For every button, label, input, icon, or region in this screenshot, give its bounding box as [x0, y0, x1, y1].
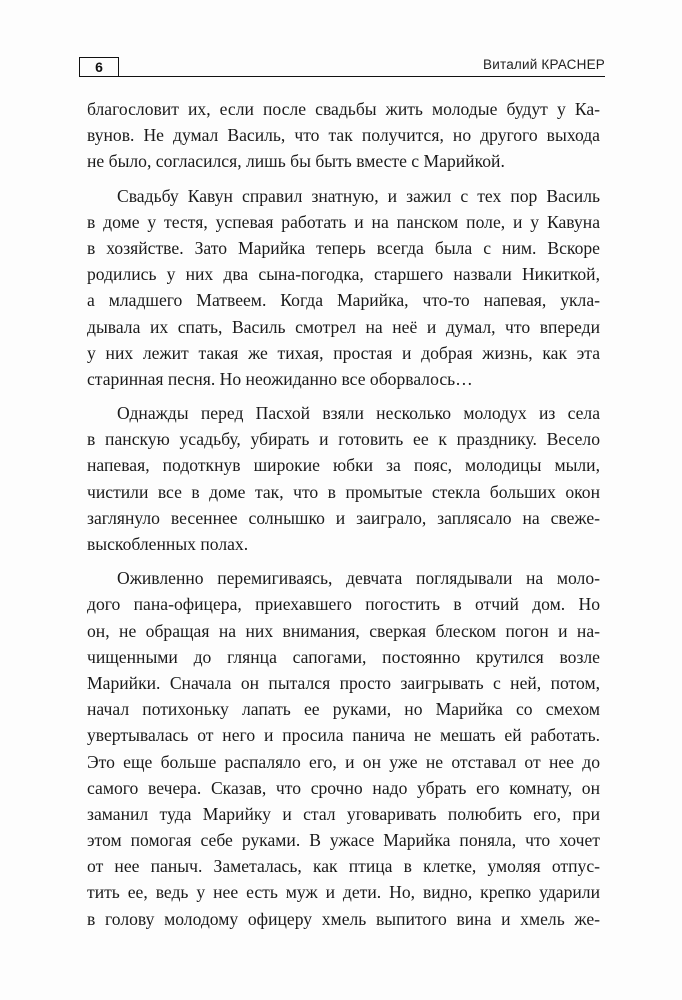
text-line: а младшего Матвеем. Когда Марийка, что-то напевая, укла- — [87, 290, 600, 311]
paragraph — [87, 400, 600, 557]
text-line: начал потихоньку лапать ее руками, но Марийка со смехом — [87, 699, 600, 720]
text-line: благословит их, если после свадьбы жить молодые будут у Ка- — [87, 99, 600, 119]
text-line: вунов. Не думал Василь, что так получится, но другого выхода — [87, 125, 600, 146]
paragraph — [87, 183, 600, 393]
text-line: заглянуло весеннее солнышко и заиграло, заплясало на свеже- — [87, 507, 600, 528]
text-line: Однажды перед Пасхой взяли несколько молодух из села — [117, 403, 600, 424]
text-line: самого вечера. Сказав, что срочно надо убрать его комнату, он — [87, 777, 600, 798]
text-line: у них лежит такая же тихая, простая и добрая жизнь, как эта — [87, 342, 600, 363]
text-line: дывала их спать, Василь смотрел на неё и думал, что впереди — [87, 316, 600, 337]
text-line: Оживленно перемигиваясь, девчата поглядывали на моло- — [117, 568, 600, 589]
text-line: Это еще больше распаляло его, и он уже не отставал от нее до — [87, 751, 600, 772]
text-line: в панскую усадьбу, убирать и готовить ее к празднику. Весело — [87, 429, 600, 450]
body-text — [87, 96, 600, 940]
text-line: Марийки. Сначала он пытался просто заигрывать с ней, потом, — [87, 672, 600, 693]
text-line: не было, согласился, лишь бы быть вместе с Марийкой. — [87, 151, 505, 172]
text-line: напевая, подоткнув широкие юбки за пояс, молодицы мыли, — [87, 455, 600, 476]
running-head-author: Виталий КРАСНЕР — [483, 57, 605, 72]
text-line: этом помогая себе руками. В ужасе Марийка поняла, что хочет — [87, 830, 600, 851]
text-line: в хозяйстве. Зато Марийка теперь всегда была с ним. Вскоре — [87, 237, 600, 258]
text-line: чищенными до глянца сапогами, постоянно крутился возле — [87, 646, 600, 667]
text-line: он, не обращая на них внимания, сверкая блеском погон и на- — [87, 620, 600, 641]
text-line: заманил туда Марийку и стал уговаривать полюбить его, при — [87, 803, 600, 824]
text-line: чистили все в доме так, что в промытые стекла больших окон — [87, 481, 600, 502]
text-line: от нее паныч. Заметалась, как птица в клетке, умоляя отпус- — [87, 856, 600, 877]
paragraph — [87, 96, 600, 175]
text-line: в доме у тестя, успевая работать и на панском поле, и у Кавуна — [87, 211, 600, 232]
paragraph — [87, 565, 600, 932]
text-line: тить ее, ведь у нее есть муж и дети. Но, видно, крепко ударили — [87, 882, 600, 903]
text-line: дого пана-офицера, приехавшего погостить в отчий дом. Но — [87, 594, 600, 615]
text-line: Свадьбу Кавун справил знатную, и зажил с тех пор Василь — [117, 185, 600, 206]
text-line: выскобленных полах. — [87, 534, 249, 554]
text-line: старинная песня. Но неожиданно все оборвалось… — [87, 368, 473, 389]
text-line: родились у них два сына-погодка, старшего назвали Никиткой, — [87, 264, 600, 285]
header-rule — [79, 76, 605, 77]
page-header — [79, 55, 605, 79]
page-number: 6 — [79, 57, 119, 77]
text-line: увертывалась от него и просила панича не мешать ей работать. — [87, 725, 600, 746]
text-line: в голову молодому офицеру хмель выпитого вина и хмель же- — [87, 908, 600, 929]
